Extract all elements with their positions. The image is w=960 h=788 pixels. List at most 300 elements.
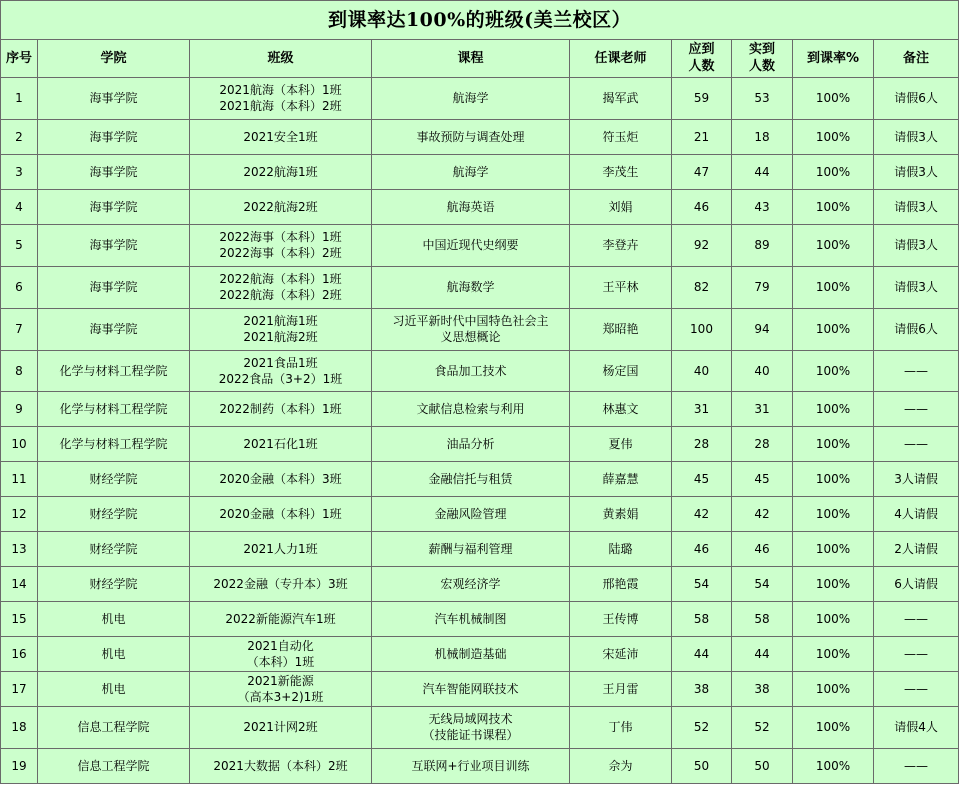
cell-rate-text: 100%	[815, 129, 851, 144]
cell-note	[874, 672, 959, 707]
cell-teacher-text: 王传博	[602, 611, 639, 626]
cell-class	[190, 462, 372, 497]
cell-expected	[672, 225, 732, 267]
cell-course	[372, 225, 570, 267]
cell-college	[38, 427, 190, 462]
cell-expected-text: 38	[693, 681, 710, 696]
cell-course	[372, 497, 570, 532]
cell-actual	[732, 392, 793, 427]
cell-expected	[672, 637, 732, 672]
cell-class-text: 2022海事（本科）2班	[219, 246, 342, 260]
cell-actual	[732, 497, 793, 532]
cell-actual	[732, 749, 793, 784]
cell-seq	[1, 637, 38, 672]
cell-expected-text: 58	[693, 611, 710, 626]
cell-note	[874, 78, 959, 120]
cell-course-text: 油品分析	[446, 436, 495, 451]
cell-actual	[732, 462, 793, 497]
cell-class-text: 2021计网2班	[243, 720, 318, 734]
cell-teacher	[570, 567, 672, 602]
cell-actual	[732, 225, 793, 267]
cell-class	[190, 567, 372, 602]
cell-class-text: 2022航海1班	[243, 164, 318, 179]
cell-college-text: 海事学院	[89, 129, 138, 144]
cell-course	[372, 602, 570, 637]
cell-course-text: 无线局域网技术	[428, 712, 513, 726]
cell-college	[38, 602, 190, 637]
cell-course-text: 航海数学	[446, 280, 495, 294]
cell-expected-text: 82	[693, 280, 710, 294]
cell-rate-text: 100%	[815, 576, 851, 591]
cell-seq	[1, 392, 38, 427]
cell-note	[874, 637, 959, 672]
header-course	[372, 40, 570, 78]
table-row	[1, 351, 959, 392]
cell-college	[38, 225, 190, 267]
cell-college-text: 机电	[101, 681, 126, 696]
cell-note-text: 请假4人	[894, 720, 938, 734]
cell-teacher	[570, 749, 672, 784]
cell-actual-text: 45	[754, 471, 770, 486]
cell-rate-text: 100%	[815, 541, 851, 556]
cell-seq-text: 7	[15, 322, 23, 336]
cell-college-text: 海事学院	[89, 322, 138, 336]
header-row	[1, 40, 959, 78]
cell-teacher	[570, 392, 672, 427]
cell-actual-text: 94	[754, 322, 770, 336]
cell-expected-text: 54	[693, 576, 710, 591]
cell-note-text: ——	[904, 646, 929, 661]
table-row	[1, 155, 959, 190]
cell-note-text: 4人请假	[894, 506, 938, 521]
cell-teacher-text: 郑昭艳	[602, 322, 639, 336]
cell-note-text: ——	[904, 681, 929, 696]
cell-course-text: 中国近现代史纲要	[422, 238, 519, 252]
cell-teacher-text: 林惠文	[602, 401, 639, 416]
cell-rate	[793, 462, 874, 497]
cell-college	[38, 497, 190, 532]
cell-rate	[793, 120, 874, 155]
cell-college	[38, 637, 190, 672]
table-row	[1, 225, 959, 267]
cell-teacher	[570, 462, 672, 497]
cell-class-text: 2021航海（本科）1班	[219, 83, 342, 97]
cell-seq-text: 19	[11, 758, 27, 773]
cell-actual	[732, 637, 793, 672]
cell-teacher	[570, 155, 672, 190]
cell-note	[874, 120, 959, 155]
cell-actual	[732, 707, 793, 749]
cell-seq	[1, 602, 38, 637]
cell-rate	[793, 567, 874, 602]
cell-seq	[1, 309, 38, 351]
cell-teacher-text: 杨定国	[602, 363, 639, 378]
cell-actual	[732, 190, 793, 225]
cell-rate	[793, 392, 874, 427]
cell-actual	[732, 427, 793, 462]
cell-rate	[793, 309, 874, 351]
cell-note-text: 请假3人	[894, 238, 938, 252]
cell-expected-text: 40	[693, 363, 710, 378]
cell-seq	[1, 78, 38, 120]
cell-seq	[1, 497, 38, 532]
cell-college	[38, 309, 190, 351]
table-row	[1, 462, 959, 497]
cell-rate	[793, 637, 874, 672]
cell-class-text: 2021航海2班	[243, 330, 318, 344]
cell-expected	[672, 309, 732, 351]
cell-seq	[1, 120, 38, 155]
cell-college	[38, 267, 190, 309]
cell-college	[38, 78, 190, 120]
cell-teacher	[570, 672, 672, 707]
cell-actual-text: 46	[754, 541, 770, 556]
cell-class	[190, 309, 372, 351]
cell-teacher	[570, 190, 672, 225]
table-body	[1, 78, 959, 784]
cell-note	[874, 309, 959, 351]
cell-expected-text: 52	[693, 720, 710, 734]
cell-teacher-text: 黄素娟	[602, 506, 639, 521]
cell-teacher	[570, 78, 672, 120]
cell-rate	[793, 155, 874, 190]
cell-rate-text: 100%	[815, 646, 851, 661]
cell-class	[190, 707, 372, 749]
table-row	[1, 637, 959, 672]
cell-course	[372, 267, 570, 309]
cell-course-text: 事故预防与调查处理	[416, 129, 525, 144]
cell-course-text: 文献信息检索与利用	[416, 401, 525, 416]
cell-actual-text: 44	[754, 164, 770, 179]
cell-rate-text: 100%	[815, 471, 851, 486]
cell-actual-text: 58	[754, 611, 770, 626]
cell-note	[874, 707, 959, 749]
cell-actual-text: 44	[754, 646, 770, 661]
cell-teacher-text: 李茂生	[602, 164, 639, 179]
cell-expected	[672, 602, 732, 637]
cell-expected	[672, 567, 732, 602]
cell-actual-text: 42	[754, 506, 770, 521]
cell-seq-text: 9	[15, 401, 23, 416]
cell-expected	[672, 267, 732, 309]
cell-rate-text: 100%	[815, 164, 851, 179]
table-row	[1, 190, 959, 225]
cell-class-text: 2021新能源	[247, 673, 314, 688]
cell-teacher-text: 王平林	[602, 280, 639, 294]
cell-course-text: 义思想概论	[440, 330, 501, 344]
table-row	[1, 120, 959, 155]
cell-expected	[672, 155, 732, 190]
cell-actual-text: 53	[754, 91, 770, 105]
header-seq-text: 序号	[5, 51, 32, 66]
cell-note	[874, 267, 959, 309]
cell-rate-text: 100%	[815, 506, 851, 521]
cell-teacher-text: 夏伟	[608, 436, 633, 451]
cell-note-text: 请假6人	[894, 322, 938, 336]
cell-expected	[672, 392, 732, 427]
cell-seq	[1, 225, 38, 267]
cell-rate-text: 100%	[815, 363, 851, 378]
cell-course	[372, 78, 570, 120]
cell-note-text: 请假3人	[894, 280, 938, 294]
cell-actual	[732, 672, 793, 707]
cell-course	[372, 120, 570, 155]
cell-rate	[793, 190, 874, 225]
cell-expected	[672, 497, 732, 532]
cell-class-text: 2022新能源汽车1班	[225, 611, 336, 626]
cell-teacher	[570, 497, 672, 532]
cell-actual-text: 50	[754, 758, 770, 773]
cell-seq	[1, 351, 38, 392]
cell-course	[372, 637, 570, 672]
cell-note-text: ——	[904, 436, 929, 451]
cell-class-text: 2022金融（专升本）3班	[213, 576, 348, 591]
cell-teacher	[570, 120, 672, 155]
cell-expected	[672, 120, 732, 155]
cell-teacher-text: 王月雷	[602, 681, 639, 696]
cell-rate-text: 100%	[815, 436, 851, 451]
cell-teacher	[570, 427, 672, 462]
cell-actual-text: 28	[754, 436, 770, 451]
cell-rate	[793, 707, 874, 749]
cell-expected-text: 100	[690, 322, 713, 336]
cell-course	[372, 532, 570, 567]
header-note	[874, 40, 959, 78]
cell-seq-text: 8	[15, 363, 23, 378]
cell-teacher	[570, 225, 672, 267]
cell-rate	[793, 532, 874, 567]
cell-course	[372, 427, 570, 462]
cell-rate	[793, 267, 874, 309]
cell-actual	[732, 309, 793, 351]
cell-college-text: 财经学院	[89, 576, 138, 591]
cell-college-text: 信息工程学院	[77, 720, 150, 734]
cell-seq	[1, 672, 38, 707]
cell-seq-text: 14	[11, 576, 27, 591]
cell-class-text: 2022航海2班	[243, 199, 318, 214]
cell-class	[190, 602, 372, 637]
header-rate	[793, 40, 874, 78]
cell-actual-text: 79	[754, 280, 770, 294]
cell-expected	[672, 462, 732, 497]
cell-class-text: 2021安全1班	[243, 129, 318, 144]
cell-course-text: 宏观经济学	[440, 576, 501, 591]
cell-note	[874, 155, 959, 190]
cell-college-text: 信息工程学院	[77, 758, 150, 773]
cell-rate-text: 100%	[815, 280, 851, 294]
cell-class-text: 2021石化1班	[243, 436, 318, 451]
table-row	[1, 392, 959, 427]
cell-class-text: 2021大数据（本科）2班	[213, 758, 348, 773]
cell-note	[874, 190, 959, 225]
cell-college-text: 海事学院	[89, 280, 138, 294]
cell-rate-text: 100%	[815, 681, 851, 696]
cell-expected	[672, 707, 732, 749]
cell-course-text: 机械制造基础	[434, 646, 507, 661]
cell-class	[190, 427, 372, 462]
cell-seq-text: 16	[11, 646, 27, 661]
cell-class-text: （本科）1班	[246, 654, 315, 669]
cell-note-text: 请假3人	[894, 199, 938, 214]
cell-expected	[672, 427, 732, 462]
cell-class	[190, 351, 372, 392]
cell-college	[38, 392, 190, 427]
cell-course-text: 金融风险管理	[434, 506, 507, 521]
header-actual	[732, 40, 793, 78]
cell-actual-text: 38	[754, 681, 770, 696]
cell-class	[190, 120, 372, 155]
cell-note-text: ——	[904, 611, 929, 626]
cell-course	[372, 567, 570, 602]
cell-actual-text: 43	[754, 199, 770, 214]
cell-note	[874, 427, 959, 462]
cell-college-text: 海事学院	[89, 199, 138, 214]
cell-teacher	[570, 637, 672, 672]
cell-class-text: 2022航海（本科）1班	[219, 272, 342, 286]
cell-teacher	[570, 707, 672, 749]
header-class	[190, 40, 372, 78]
cell-rate	[793, 427, 874, 462]
cell-seq-text: 17	[11, 681, 27, 696]
cell-note	[874, 532, 959, 567]
cell-course	[372, 190, 570, 225]
cell-class-text: 2020金融（本科）3班	[219, 471, 342, 486]
cell-rate-text: 100%	[815, 758, 851, 773]
cell-rate	[793, 225, 874, 267]
cell-note-text: 请假3人	[894, 164, 938, 179]
cell-teacher	[570, 351, 672, 392]
cell-expected-text: 92	[693, 238, 710, 252]
cell-rate-text: 100%	[815, 91, 851, 105]
header-teacher	[570, 40, 672, 78]
cell-seq	[1, 532, 38, 567]
cell-expected-text: 31	[693, 401, 710, 416]
cell-college-text: 海事学院	[89, 91, 138, 105]
cell-college	[38, 462, 190, 497]
header-seq	[1, 40, 38, 78]
cell-college	[38, 672, 190, 707]
cell-expected	[672, 672, 732, 707]
cell-college	[38, 532, 190, 567]
cell-course-text: （技能证书课程）	[422, 728, 519, 742]
table-row	[1, 567, 959, 602]
cell-seq	[1, 427, 38, 462]
cell-seq	[1, 567, 38, 602]
cell-seq-text: 11	[11, 471, 27, 486]
cell-teacher	[570, 267, 672, 309]
header-expected	[672, 40, 732, 78]
cell-note	[874, 462, 959, 497]
cell-note	[874, 497, 959, 532]
cell-rate	[793, 602, 874, 637]
cell-rate-text: 100%	[815, 238, 851, 252]
cell-teacher	[570, 602, 672, 637]
table-row	[1, 602, 959, 637]
cell-course	[372, 351, 570, 392]
cell-expected-text: 50	[693, 758, 710, 773]
cell-course-text: 航海学	[452, 91, 489, 105]
cell-actual-text: 89	[754, 238, 770, 252]
header-teacher-text: 任课老师	[594, 51, 647, 66]
cell-class-text: 2022食品（3+2）1班	[218, 371, 343, 386]
cell-actual-text: 31	[754, 401, 770, 416]
cell-teacher	[570, 309, 672, 351]
cell-teacher-text: 邢艳霞	[602, 576, 639, 591]
cell-course	[372, 392, 570, 427]
table-row	[1, 672, 959, 707]
cell-course-text: 薪酬与福利管理	[428, 541, 513, 556]
cell-expected	[672, 532, 732, 567]
cell-class-text: 2021自动化	[247, 638, 314, 653]
table-row	[1, 78, 959, 120]
cell-class	[190, 532, 372, 567]
cell-actual-text: 18	[754, 129, 770, 144]
cell-seq-text: 15	[11, 611, 27, 626]
cell-seq-text: 10	[11, 436, 27, 451]
cell-expected	[672, 78, 732, 120]
cell-class-text: 2022航海（本科）2班	[219, 288, 342, 302]
cell-college-text: 海事学院	[89, 238, 138, 252]
cell-course	[372, 749, 570, 784]
cell-class	[190, 749, 372, 784]
cell-rate	[793, 749, 874, 784]
cell-college-text: 财经学院	[89, 471, 138, 486]
cell-class-text: 2021食品1班	[243, 355, 318, 370]
cell-rate-text: 100%	[815, 401, 851, 416]
table-row	[1, 427, 959, 462]
cell-rate	[793, 78, 874, 120]
cell-class	[190, 267, 372, 309]
cell-note-text: ——	[904, 401, 929, 416]
cell-seq	[1, 749, 38, 784]
table-row	[1, 309, 959, 351]
cell-course-text: 汽车智能网联技术	[422, 681, 519, 696]
cell-seq	[1, 462, 38, 497]
cell-course-text: 汽车机械制图	[434, 611, 507, 626]
cell-college-text: 财经学院	[89, 541, 138, 556]
cell-note	[874, 749, 959, 784]
cell-note	[874, 225, 959, 267]
header-expected-text: 应到	[688, 42, 715, 57]
cell-class-text: 2021航海1班	[243, 314, 318, 328]
header-actual-text: 实到	[748, 42, 775, 57]
cell-rate	[793, 351, 874, 392]
cell-expected-text: 44	[693, 646, 710, 661]
cell-college	[38, 749, 190, 784]
cell-seq-text: 13	[11, 541, 27, 556]
cell-class-text: （高本3+2)1班	[237, 689, 324, 704]
header-expected-text: 人数	[688, 59, 715, 74]
cell-teacher-text: 符玉炬	[602, 129, 639, 144]
cell-course	[372, 309, 570, 351]
cell-class-text: 2020金融（本科）1班	[219, 506, 342, 521]
title-row	[1, 1, 959, 40]
sheet-title: 到课率达100%的班级(美兰校区）	[1, 1, 959, 40]
cell-college-text: 化学与材料工程学院	[59, 363, 168, 378]
cell-seq	[1, 155, 38, 190]
cell-course-text: 金融信托与租赁	[428, 471, 513, 486]
cell-note	[874, 567, 959, 602]
header-college-text: 学院	[100, 51, 127, 66]
cell-seq	[1, 707, 38, 749]
cell-college	[38, 155, 190, 190]
cell-class	[190, 392, 372, 427]
cell-actual	[732, 120, 793, 155]
cell-class	[190, 637, 372, 672]
cell-note-text: 3人请假	[894, 471, 938, 486]
cell-rate	[793, 497, 874, 532]
cell-expected-text: 45	[693, 471, 710, 486]
